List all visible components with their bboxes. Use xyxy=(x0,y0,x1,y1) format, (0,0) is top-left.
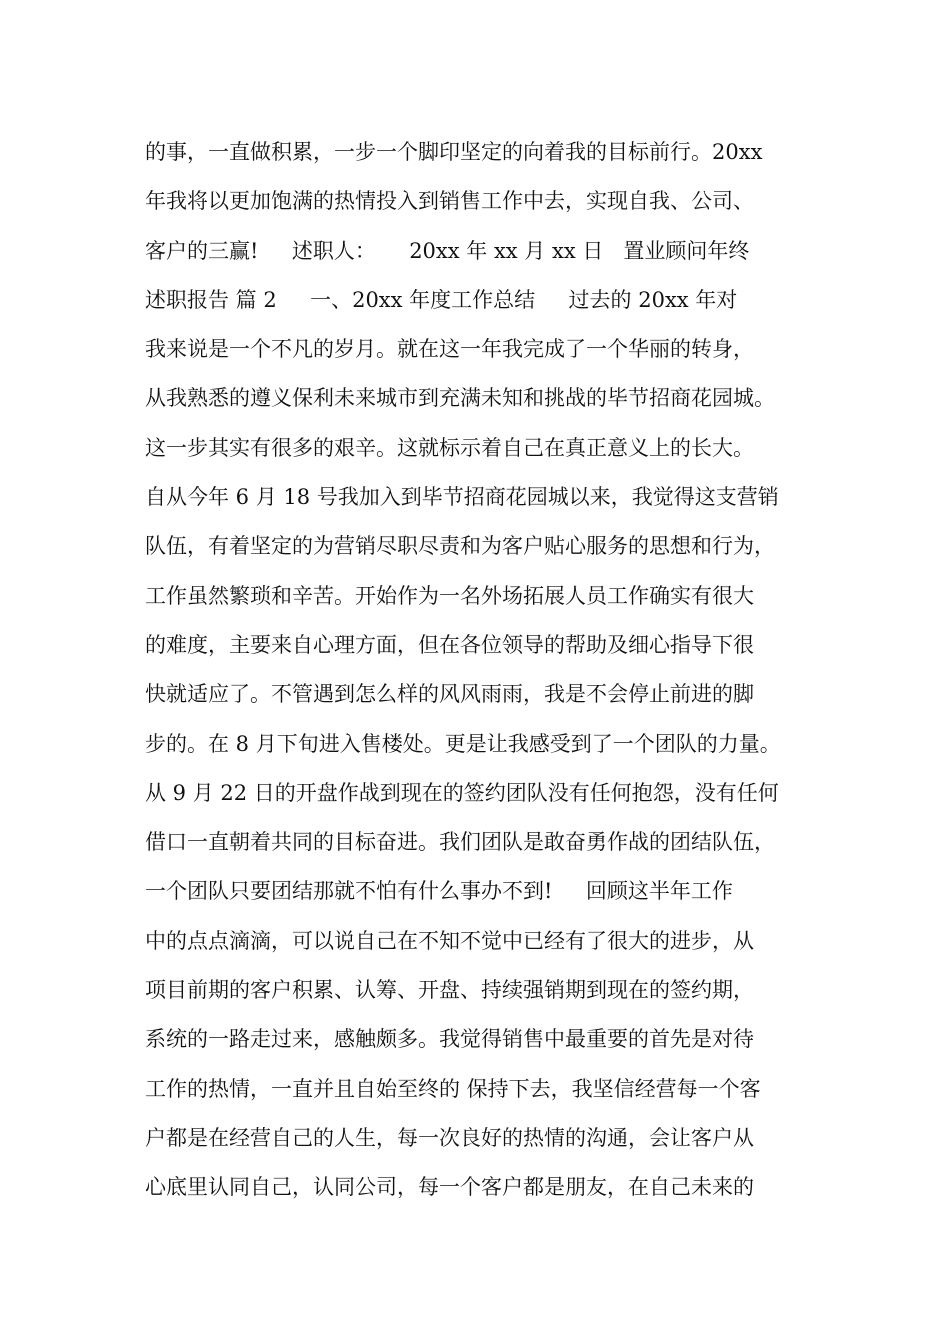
text-line: 快就适应了。不管遇到怎么样的风风雨雨，我是不会停止前进的脚 xyxy=(145,682,754,707)
text-line: 系统的一路走过来，感触颇多。我觉得销售中最重要的首先是对待 xyxy=(145,1027,754,1052)
text-line: 步的。在 8 月下旬进入售楼处。更是让我感受到了一个团队的力量。 xyxy=(145,731,781,756)
text-line: 心底里认同自己，认同公司，每一个客户都是朋友，在自己未来的 xyxy=(145,1175,754,1200)
text-line: 项目前期的客户积累、认筹、开盘、持续强销期到现在的签约期， xyxy=(145,978,754,1003)
text-line: 从 9 月 22 日的开盘作战到现在的签约团队没有任何抱怨，没有任何 xyxy=(145,780,779,805)
text-line: 这一步其实有很多的艰辛。这就标示着自己在真正意义上的长大。 xyxy=(145,435,754,460)
text-line: 我来说是一个不凡的岁月。就在这一年我完成了一个华丽的转身， xyxy=(145,337,754,362)
text-line: 年我将以更加饱满的热情投入到销售工作中去，实现自我、公司、 xyxy=(145,189,754,214)
text-line: 述职报告 篇 2 一、20xx 年度工作总结 过去的 20xx 年对 xyxy=(145,287,738,312)
text-line: 借口一直朝着共同的目标奋进。我们团队是敢奋勇作战的团结队伍， xyxy=(145,830,775,855)
text-line: 的事，一直做积累，一步一个脚印坚定的向着我的目标前行。20xx xyxy=(145,140,763,164)
text-line: 自从今年 6 月 18 号我加入到毕节招商花园城以来，我觉得这支营销 xyxy=(145,485,779,510)
text-line: 中的点点滴滴，可以说自己在不知不觉中已经有了很大的进步，从 xyxy=(145,928,754,953)
text-line: 户都是在经营自己的人生，每一次良好的热情的沟通，会让客户从 xyxy=(145,1125,754,1150)
text-line: 一个团队只要团结那就不怕有什么事办不到! 回顾这半年工作 xyxy=(145,879,733,904)
text-line: 从我熟悉的遵义保利未来城市到充满未知和挑战的毕节招商花园城。 xyxy=(145,386,775,411)
text-line: 工作的热情，一直并且自始至终的 保持下去，我坚信经营每一个客 xyxy=(145,1076,761,1101)
text-line: 工作虽然繁琐和辛苦。开始作为一名外场拓展人员工作确实有很大 xyxy=(145,583,754,608)
text-line: 的难度，主要来自心理方面，但在各位领导的帮助及细心指导下很 xyxy=(145,632,754,657)
text-line: 队伍，有着坚定的为营销尽职尽责和为客户贴心服务的思想和行为， xyxy=(145,534,775,559)
document-body xyxy=(145,128,825,1213)
text-line: 客户的三赢! 述职人： 20xx 年 xx 月 xx 日 置业顾问年终 xyxy=(145,238,750,263)
